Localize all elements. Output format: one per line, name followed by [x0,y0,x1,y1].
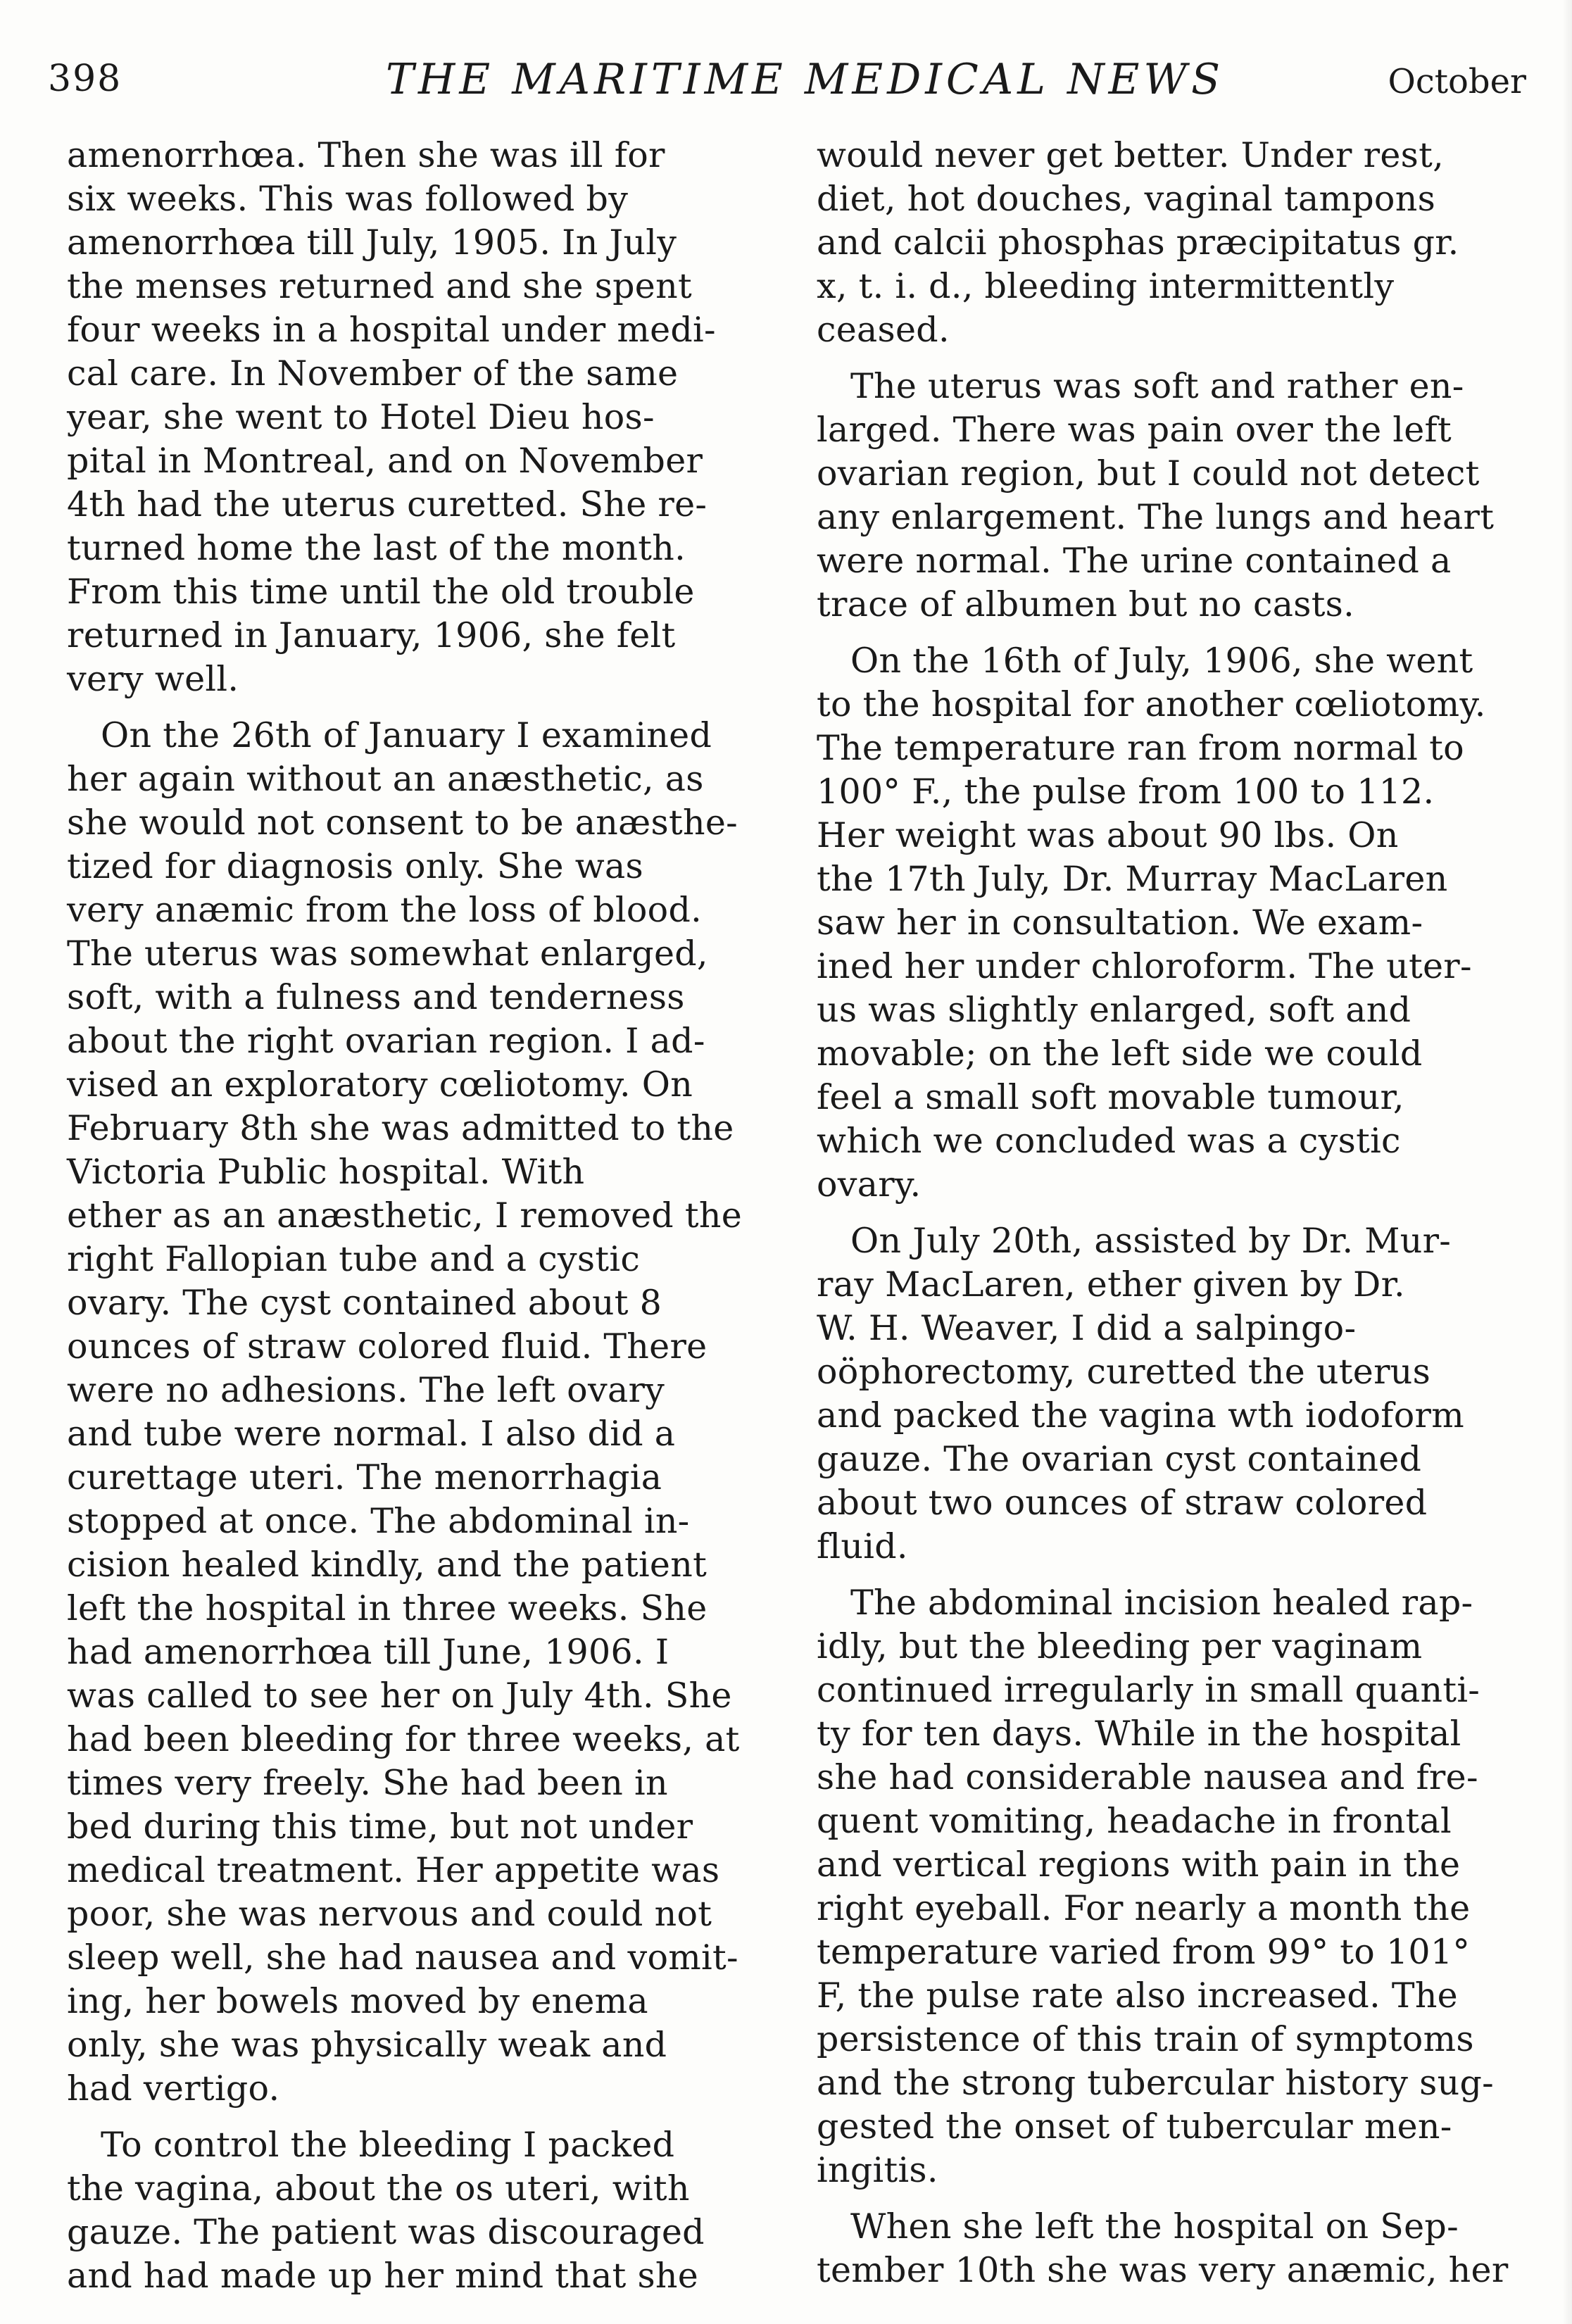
left-column [67,134,785,2311]
scan-edge-shadow [1562,0,1572,2324]
paragraph: would never get better. Under rest, diet, hot douches, vaginal tampons and calcii phosphas præcipitatus gr. x, t. i. d., bleeding intermittently ceased. [817,135,1459,350]
page-number: 398 [48,58,122,100]
paragraph: On the 26th of January I examined her again without an anæsthetic, as she would not consent to be anæsthe- tized for diagnosis only. She was very anæmic from the loss of blood. The uterus was somewhat enlarged, soft, with a fulness and tenderness about the right ovarian region. I ad- vised an exploratory cœliotomy. On February 8th she was admitted to the Victoria Public hospital. With ether as an anæsthetic, I removed the right Fallopian tube and a cystic ovary. The cyst contained about 8 ounces of straw colored fluid. There were no adhesions. The left ovary and tube were normal. I also did a curettage uteri. The menorrhagia stopped at once. The abdominal in- cision healed kindly, and the patient left the hospital in three weeks. She had amenorrhœa till June, 1906. I was called to see her on July 4th. She had been bleeding for three weeks, at times very freely. She had been in bed during this time, but not under medical treatment. Her appetite was poor, she was nervous and could not sleep well, she had nausea and vomit- ing, her bowels moved by enema only, she was physically weak and had vertigo. [67,715,742,2109]
running-header [48,55,1526,111]
paragraph: On the 16th of July, 1906, she went to the hospital for another cœliotomy. The temperature ran from normal to 100° F., the pulse from 100 to 112. Her weight was about 90 lbs. On the 17th July, Dr. Murray MacLaren saw her in consultation. We exam- ined her under chloroform. The uter- us was slightly enlarged, soft and movable; on the left side we could feel a small soft movable tumour, which we concluded was a cystic ovary. [817,641,1486,1205]
paragraph: On July 20th, assisted by Dr. Mur- ray MacLaren, ether given by Dr. W. H. Weaver, I did a salpingo- oöphorectomy, curetted the uterus and packed the vagina wth iodoform gauze. The ovarian cyst contained about two ounces of straw colored fluid. [817,1221,1465,1566]
journal-title: THE MARITIME MEDICAL NEWS [386,55,1225,104]
paragraph: The uterus was soft and rather en- larged. There was pain over the left ovarian region, but I could not detect any enlargement. The lungs and heart were normal. The urine contained a trace of albumen but no casts. [817,366,1495,624]
paragraph: To control the bleeding I packed the vagina, about the os uteri, with gauze. The patient was discouraged and had made up her mind that she [67,2125,705,2296]
paragraph: When she left the hospital on Sep- tember 10th she was very anæmic, her [817,2206,1509,2290]
right-column [817,134,1542,2305]
paragraph: The abdominal incision healed rap- idly, but the bleeding per vaginam continued irregularly in small quanti- ty for ten days. While in the hospital she had considerable nausea and fre- quent vomiting, headache in frontal and vertical regions with pain in the right eyeball. For nearly a month the temperature varied from 99° to 101° F, the pulse rate also increased. The persistence of this train of symptoms and the strong tubercular history sug- gested the onset of tubercular men- ingitis. [817,1583,1494,2190]
paragraph: amenorrhœa. Then she was ill for six weeks. This was followed by amenorrhœa till July, 1905. In July the menses returned and she spent four weeks in a hospital under medi- cal care. In November of the same year, she went to Hotel Dieu hos- pital in Montreal, and on November 4th had the uterus curetted. She re- turned home the last of the month. From this time until the old trouble returned in January, 1906, she felt very well. [67,135,716,699]
issue-month: October [1388,62,1526,101]
